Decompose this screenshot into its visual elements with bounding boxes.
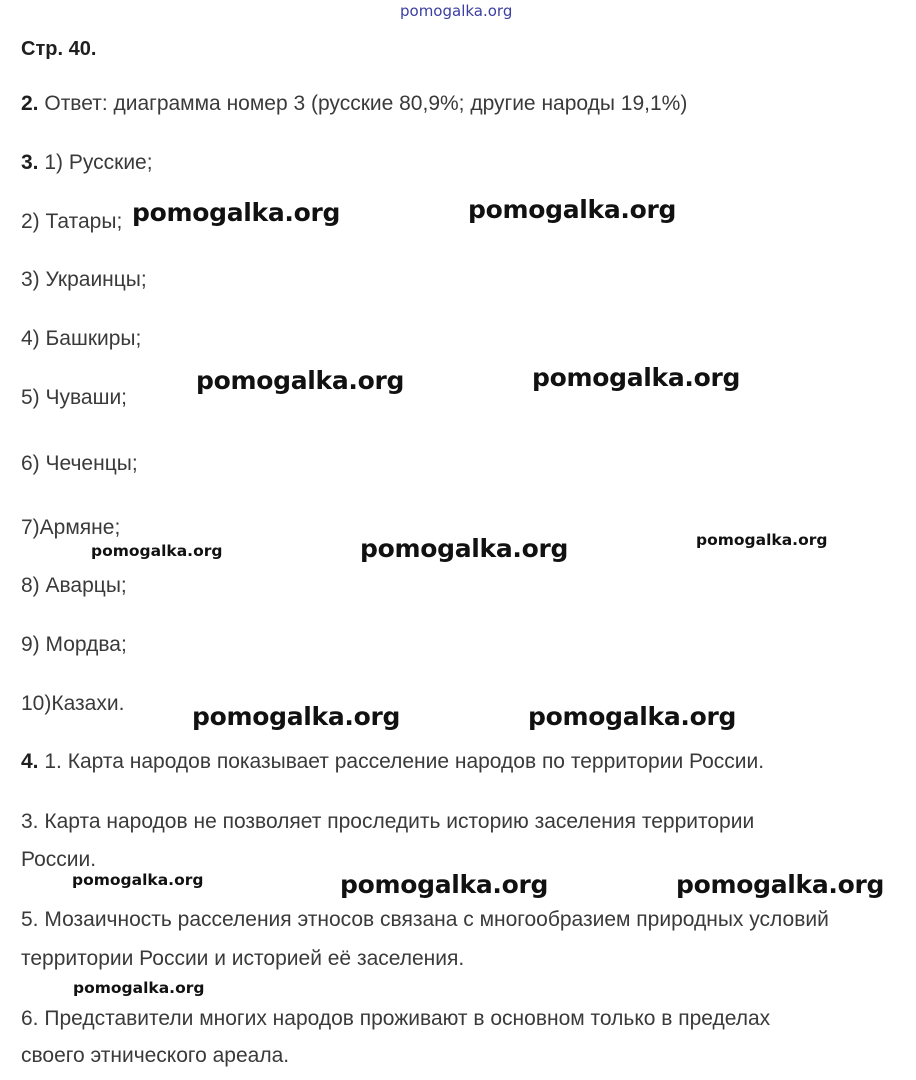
answer-3-item-5: 5) Чуваши; xyxy=(21,386,128,409)
answer-3-item-1 xyxy=(21,150,153,176)
watermark: pomogalka.org xyxy=(532,363,741,392)
answer-4-line-5: территории России и историей её заселения. xyxy=(21,947,465,970)
answer-number: 4. xyxy=(21,750,39,773)
answer-2 xyxy=(21,91,687,117)
answer-3-item-7: 7)Армяне; xyxy=(21,516,121,539)
answer-4-line-7: своего этнического ареала. xyxy=(21,1044,290,1067)
watermark: pomogalka.org xyxy=(696,531,828,549)
watermark: pomogalka.org xyxy=(468,195,677,224)
watermark: pomogalka.org xyxy=(676,870,885,899)
watermark: pomogalka.org xyxy=(196,366,405,395)
watermark: pomogalka.org xyxy=(72,871,204,889)
answer-4-line-6: 6. Представители многих народов проживают в основном только в пределах xyxy=(21,1007,771,1030)
answer-3-item-4: 4) Башкиры; xyxy=(21,327,142,350)
answer-3-item-8: 8) Аварцы; xyxy=(21,574,127,597)
watermark: pomogalka.org xyxy=(528,702,737,731)
answer-number: 2. xyxy=(21,92,39,115)
answer-3-item-10: 10)Казахи. xyxy=(21,692,125,715)
answer-4-line-1 xyxy=(21,749,764,775)
answer-3-item-6: 6) Чеченцы; xyxy=(21,452,138,475)
answer-number: 3. xyxy=(21,151,39,174)
watermark: pomogalka.org xyxy=(91,542,223,560)
header-watermark: pomogalka.org xyxy=(400,2,513,20)
answer-3-item-9: 9) Мордва; xyxy=(21,633,127,656)
watermark: pomogalka.org xyxy=(192,702,401,731)
page-title: Стр. 40. xyxy=(21,38,97,60)
answer-4-line-2: 3. Карта народов не позволяет проследить историю заселения территории xyxy=(21,810,755,833)
answer-4-line-3: России. xyxy=(21,848,97,871)
watermark: pomogalka.org xyxy=(132,198,341,227)
watermark: pomogalka.org xyxy=(340,870,549,899)
watermark: pomogalka.org xyxy=(360,534,569,563)
answer-3-item-2: 2) Татары; xyxy=(21,210,123,233)
watermark: pomogalka.org xyxy=(73,979,205,997)
list-item-text: 1) Русские; xyxy=(44,151,153,174)
answer-3-item-3: 3) Украинцы; xyxy=(21,268,147,291)
answer-text: 1. Карта народов показывает расселение народов по территории России. xyxy=(44,750,765,773)
answer-4-line-4: 5. Мозаичность расселения этносов связана с многообразием природных условий xyxy=(21,908,829,931)
answer-text: Ответ: диаграмма номер 3 (русские 80,9%; другие народы 19,1%) xyxy=(44,92,688,115)
